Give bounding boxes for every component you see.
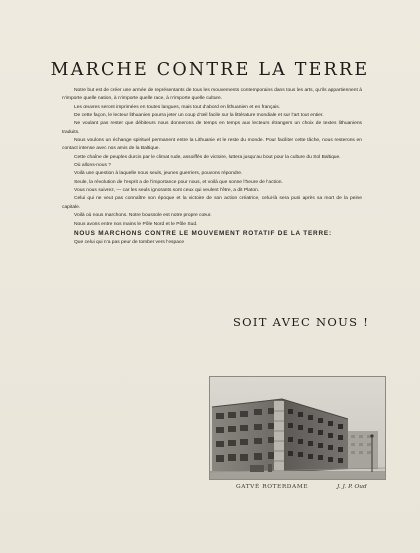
closing-line: Que celui qui n’a pas peur de tomber vers l’espace xyxy=(74,239,185,245)
building-photo xyxy=(209,376,386,480)
photo-credit: J. J. P. Oud xyxy=(337,484,367,490)
paragraph: Cette chaîne de peuples durcis par le climat rude, assoiffés de victoire, luttera jusqu’au bout pour la culture du Sol Baltique. xyxy=(74,154,341,160)
paragraph: Notre but est de créer une armée de représentants de tous les mouvements contemporains dans tous les arts, qu’ils appartiennent à n’importe quelle nation, à n’importe quelle race, à n’importe quelle culture. xyxy=(62,88,362,102)
photo-caption: GATVĖ ROTERDAME xyxy=(236,484,309,490)
paragraph: Nous avons entre nos mains le Pôle Nord et le Pôle Sud. xyxy=(74,221,198,227)
manifesto-body xyxy=(62,87,362,247)
paragraph: Nous voulons un échange spirituel permanent entre la Lithuanie et le reste du monde. Pour faciliter cette tâche, nous resterons en contact intense avec nos amis de la Baltique. xyxy=(62,138,362,152)
paragraph: Ne voulant pas rester que débiteurs nous donnerons de temps en temps aux lecteurs étrangers un choix de textes lithuaniens traduits. xyxy=(62,121,362,135)
manifesto-slogan: NOUS MARCHONS CONTRE LE MOUVEMENT ROTATIF DE LA TERRE: xyxy=(74,229,332,237)
building-illustration xyxy=(210,377,385,479)
paragraph: Vous nous suivrez, — car les seuls ignorants sont ceux qui veulent l’être, a dit Platon. xyxy=(74,188,260,194)
paragraph: Où allons-nous ? xyxy=(74,163,111,169)
paragraph: Les œuvres seront imprimées en toutes langues, mais tout d’abord en lithuanien et en français. xyxy=(74,104,281,110)
paragraph: Seule, la révolution de l’esprit a de l’importance pour nous, et voilà que sonne l’heure de l’action. xyxy=(74,179,283,185)
page-title: MARCHE CONTRE LA TERRE xyxy=(50,59,370,80)
exclamation: SOIT AVEC NOUS ! xyxy=(233,315,370,329)
paragraph: De cette façon, le lecteur lithuanien pourra jeter un coup d’œil facile sur la littérature mondiale et sur l’art tout entier. xyxy=(74,113,324,119)
paragraph: Voilà où nous marchons. Notre boussole est notre propre cœur. xyxy=(74,213,212,219)
paragraph: Celui qui ne veut pas connaître son époque et la victoire de son action créatrice, celui-là sera puni après sa mort de la peine capitale. xyxy=(62,196,362,210)
paragraph: Voilà une question à laquelle nous seuls, jeunes guerriers, pouvons répondre. xyxy=(74,171,243,177)
